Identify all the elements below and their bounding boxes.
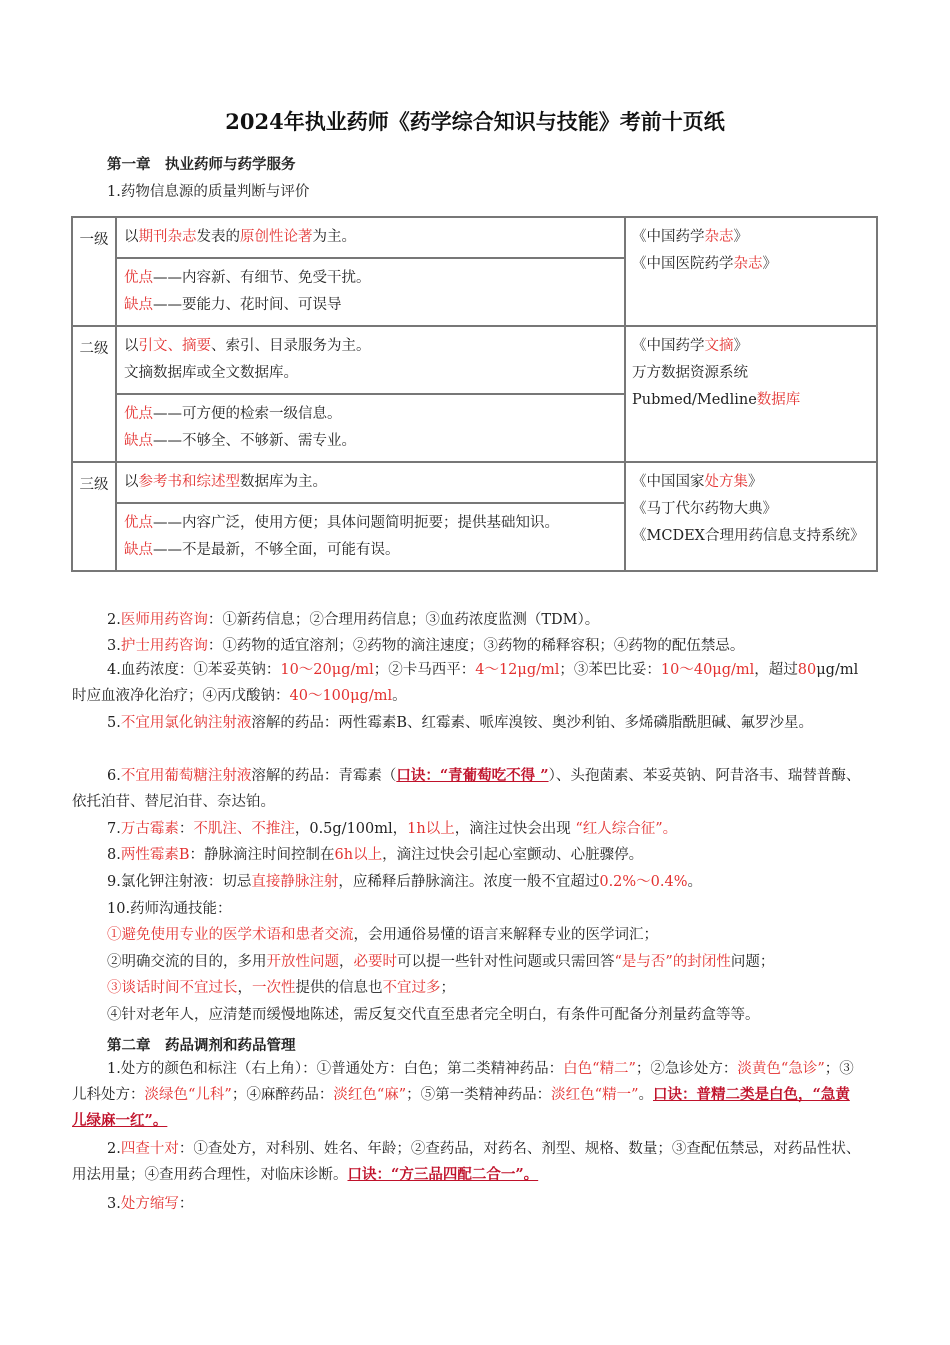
chapter-1-heading: 第一章 执业药师与药学服务 <box>107 156 296 173</box>
pros-cons: 优点——可方便的检索一级信息。 缺点——不够全、不够新、需专业。 <box>117 393 624 461</box>
main-description: 以引文、摘要、索引、目录服务为主。 文摘数据库或全文数据库。 <box>124 338 371 381</box>
pros-cons: 优点——内容新、有细节、免受干扰。 缺点——要能力、花时间、可误导 <box>117 257 624 325</box>
ch2-item-3: 3.处方缩写： <box>107 1196 194 1212</box>
chapter-2-heading: 第二章 药品调剂和药品管理 <box>107 1037 296 1054</box>
item-9: 9.氯化钾注射液：切忌直接静脉注射，应稀释后静脉滴注。浓度一般不宜超过0.2%～0.4%。 <box>107 874 703 890</box>
item-2: 2.医师用药咨询：①新药信息；②合理用药信息；③血药浓度监测（TDM）。 <box>107 612 600 628</box>
skill-4: ④针对老年人，应清楚而缓慢地陈述，需反复交代直至患者完全明白，有条件可配备分剂量药盒等等。 <box>107 1007 760 1023</box>
item-10-heading: 10.药师沟通技能： <box>107 901 232 917</box>
level-cell: 三级 <box>72 462 116 571</box>
level-cell: 二级 <box>72 326 116 462</box>
item-8: 8.两性霉素B：静脉滴注时间控制在6h以上，滴注过快会引起心室颤动、心脏骤停。 <box>107 847 644 863</box>
ch2-item-2: 2.四查十对：①查处方，对科别、姓名、年龄；②查药品，对药名、剂型、规格、数量；③查配伍禁忌，对药品性状、用法用量；④查用药合理性，对临床诊断。口诀：“方三品四配二合一”。 <box>72 1141 861 1183</box>
item-5: 5.不宜用氯化钠注射液溶解的药品：两性霉素B、红霉素、哌库溴铵、奥沙利铂、多烯磷脂酰胆碱、氟罗沙星。 <box>107 715 813 731</box>
table-row <box>72 462 877 571</box>
info-source-table <box>71 216 878 572</box>
main-description: 以参考书和综述型数据库为主。 <box>124 474 327 490</box>
section-1-heading: 1.药物信息源的质量判断与评价 <box>107 184 310 200</box>
item-4: 4.血药浓度：①苯妥英钠：10～20μg/ml；②卡马西平：4～12μg/ml；③苯巴比妥：10～40μg/ml，超过80μg/ml时应血液净化治疗；④丙戊酸钠：40～100μg/ml。 <box>72 662 859 704</box>
level-cell: 一级 <box>72 217 116 326</box>
description-cell <box>116 217 625 326</box>
pros-cons: 优点——内容广泛，使用方便；具体问题简明扼要；提供基础知识。 缺点——不是最新，不够全面，可能有误。 <box>117 502 624 570</box>
main-description: 以期刊杂志发表的原创性论著为主。 <box>124 229 356 245</box>
item-3: 3.护士用药咨询：①药物的适宜溶剂；②药物的滴注速度；③药物的稀释容积；④药物的配伍禁忌。 <box>107 638 745 654</box>
examples-cell: 《中国药学杂志》 《中国医院药学杂志》 <box>625 217 877 326</box>
table-row <box>72 326 877 462</box>
page-title: 2024年执业药师《药学综合知识与技能》考前十页纸 <box>225 109 725 134</box>
skill-1: ①避免使用专业的医学术语和患者交流，会用通俗易懂的语言来解释专业的医学词汇； <box>107 927 658 943</box>
ch2-item-1: 1.处方的颜色和标注（右上角）：①普通处方：白色；第二类精神药品：白色“精二”；②急诊处方：淡黄色“急诊”；③儿科处方：淡绿色“儿科”；④麻醉药品：淡红色“麻”；⑤第一类精神药品：淡红色“精一”。口诀：普精二类是白色，“急黄儿绿麻一红”。 <box>72 1061 854 1129</box>
examples-cell: 《中国药学文摘》 万方数据资源系统 Pubmed/Medline数据库 <box>625 326 877 462</box>
skill-3: ③谈话时间不宜过长，一次性提供的信息也不宜过多； <box>107 980 455 996</box>
examples-cell: 《中国国家处方集》 《马丁代尔药物大典》 《MCDEX合理用药信息支持系统》 <box>625 462 877 571</box>
table-row <box>72 217 877 326</box>
skill-2: ②明确交流的目的，多用开放性问题，必要时可以提一些针对性问题或只需回答“是与否”的封闭性问题； <box>107 954 775 970</box>
item-7: 7.万古霉素：不肌注、不推注，0.5g/100ml，1h以上，滴注过快会出现 “红人综合征”。 <box>107 821 678 837</box>
item-6: 6.不宜用葡萄糖注射液溶解的药品：青霉素（口诀：“青葡萄吃不得 ”）、头孢菌素、苯妥英钠、阿昔洛韦、瑞替普酶、依托泊苷、替尼泊苷、奈达铂。 <box>72 767 861 810</box>
description-cell <box>116 462 625 571</box>
description-cell <box>116 326 625 462</box>
